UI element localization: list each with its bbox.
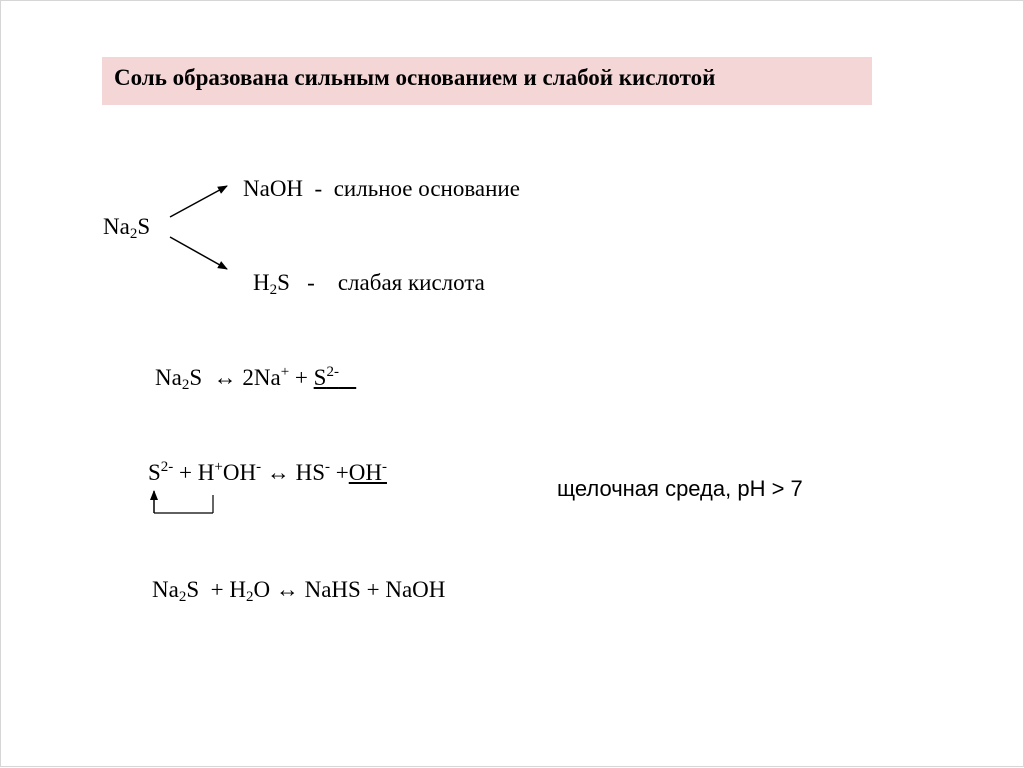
equation-ionic-hydrolysis: $S^{2-} + H^+OH^-$ ↔ HS- +OH-	[148, 459, 387, 485]
arrow-to-base	[170, 186, 227, 217]
medium-note: щелочная среда, pH > 7	[557, 476, 803, 501]
slide-title: Соль образована сильным основанием и слабой кислотой	[114, 65, 716, 90]
equation-molecular-hydrolysis: $Na_2S + H_2O$ ↔ NaHS + NaOH	[152, 577, 446, 605]
acid-line: $H_2S$ - слабая кислота	[253, 270, 485, 298]
base-line: NaOH - сильное основание	[243, 176, 520, 201]
hydroxide-ion: OH-	[348, 459, 387, 485]
sulfide-ion: $S^{2-}$	[313, 364, 339, 390]
acid-formula: $H_2S$	[253, 270, 290, 298]
salt-formula: $Na_2S$	[103, 214, 151, 242]
arrow-to-acid	[170, 237, 227, 269]
base-formula: NaOH	[243, 176, 304, 201]
acid-description: слабая кислота	[337, 270, 485, 295]
equation-dissociation: $Na_2S$ ↔ $2Na^+ + S^{2-}$	[155, 366, 356, 389]
base-description: сильное основание	[333, 176, 520, 201]
